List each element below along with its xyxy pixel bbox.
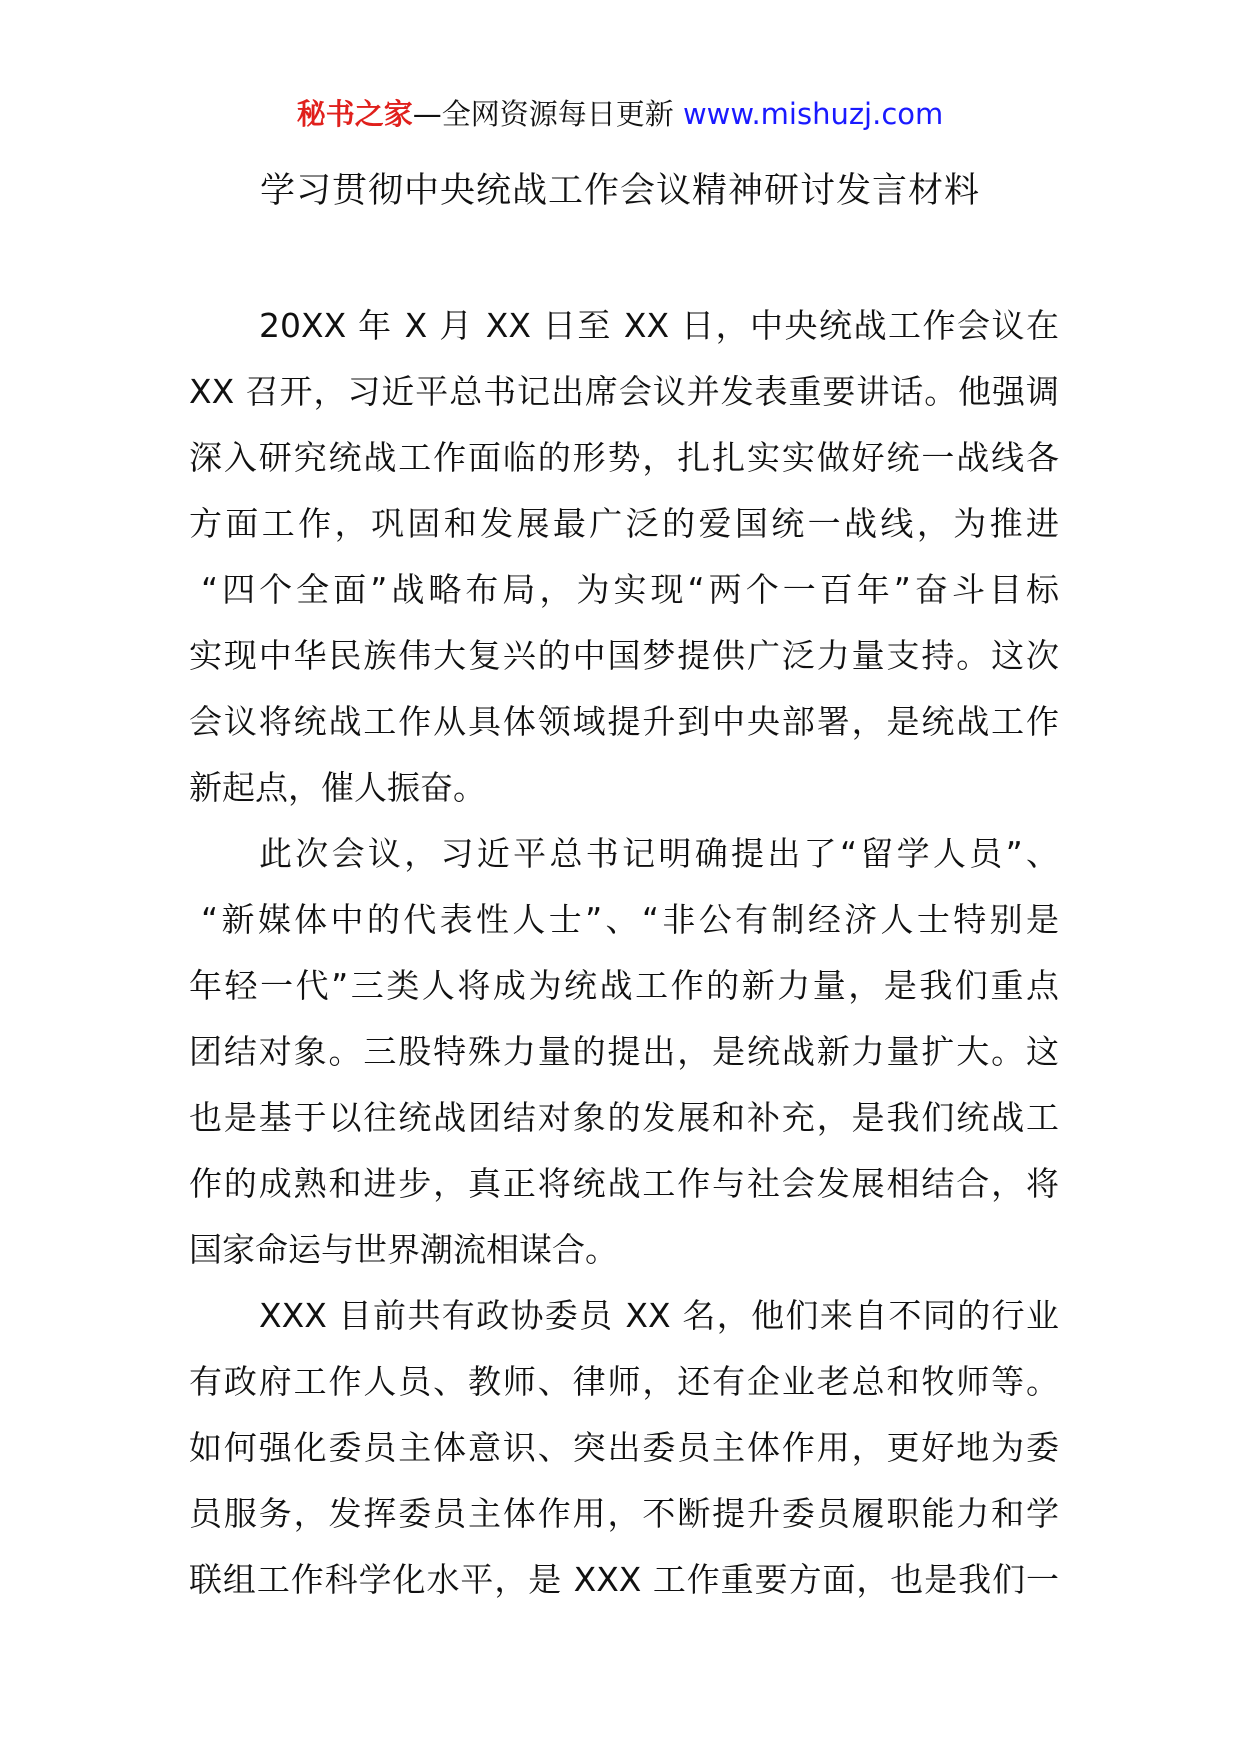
- paragraph-3-line-4: 员服务，发挥委员主体作用，不断提升委员履职能力和学: [189, 1494, 1059, 1533]
- paragraph-1-line-4: 方面工作，巩固和发展最广泛的爱国统一战线，为推进: [189, 504, 1059, 543]
- paragraph-1-line-3: 深入研究统战工作面临的形势，扎扎实实做好统一战线各: [189, 438, 1059, 477]
- paragraph-1-line-7: 会议将统战工作从具体领域提升到中央部署，是统战工作: [189, 702, 1059, 741]
- paragraph-1-line-6: 实现中华民族伟大复兴的中国梦提供广泛力量支持。这次: [189, 636, 1059, 675]
- paragraph-1-line-1: 20XX 年 X 月 XX 日至 XX 日，中央统战工作会议在: [259, 306, 1059, 345]
- paragraph-2-line-6: 作的成熟和进步，真正将统战工作与社会发展相结合，将: [189, 1164, 1059, 1203]
- brand-name: 秘书之家: [296, 97, 413, 131]
- paragraph-2-line-2: “新媒体中的代表性人士”、“非公有制经济人士特别是: [201, 900, 1059, 939]
- paragraph-3-line-1: XXX 目前共有政协委员 XX 名，他们来自不同的行业: [259, 1296, 1059, 1335]
- document-title: 学习贯彻中央统战工作会议精神研讨发言材料: [259, 171, 980, 211]
- paragraph-2-line-1: 此次会议，习近平总书记明确提出了“留学人员”、: [259, 834, 1059, 873]
- paragraph-1-line-2: XX 召开，习近平总书记出席会议并发表重要讲话。他强调: [189, 372, 1059, 411]
- site-link[interactable]: www.mishuzj.com: [682, 97, 944, 131]
- header-tagline: —全网资源每日更新: [412, 97, 674, 131]
- paragraph-2-line-3: 年轻一代”三类人将成为统战工作的新力量，是我们重点: [189, 966, 1059, 1005]
- paragraph-1-line-5: “四个全面”战略布局，为实现“两个一百年”奋斗目标: [201, 570, 1059, 609]
- paragraph-2-line-4: 团结对象。三股特殊力量的提出，是统战新力量扩大。这: [189, 1032, 1059, 1071]
- paragraph-3-line-2: 有政府工作人员、教师、律师，还有企业老总和牧师等。: [189, 1362, 1059, 1401]
- paragraph-3-line-3: 如何强化委员主体意识、突出委员主体作用，更好地为委: [189, 1428, 1059, 1467]
- paragraph-2-line-7: 国家命运与世界潮流相谋合。: [189, 1230, 618, 1269]
- document-body: [189, 293, 1059, 1613]
- paragraph-1-line-8: 新起点，催人振奋。: [189, 768, 486, 807]
- paragraph-3-line-5: 联组工作科学化水平，是 XXX 工作重要方面，也是我们一: [189, 1560, 1059, 1599]
- paragraph-2-line-5: 也是基于以往统战团结对象的发展和补充，是我们统战工: [189, 1098, 1059, 1137]
- site-header: [0, 94, 1240, 134]
